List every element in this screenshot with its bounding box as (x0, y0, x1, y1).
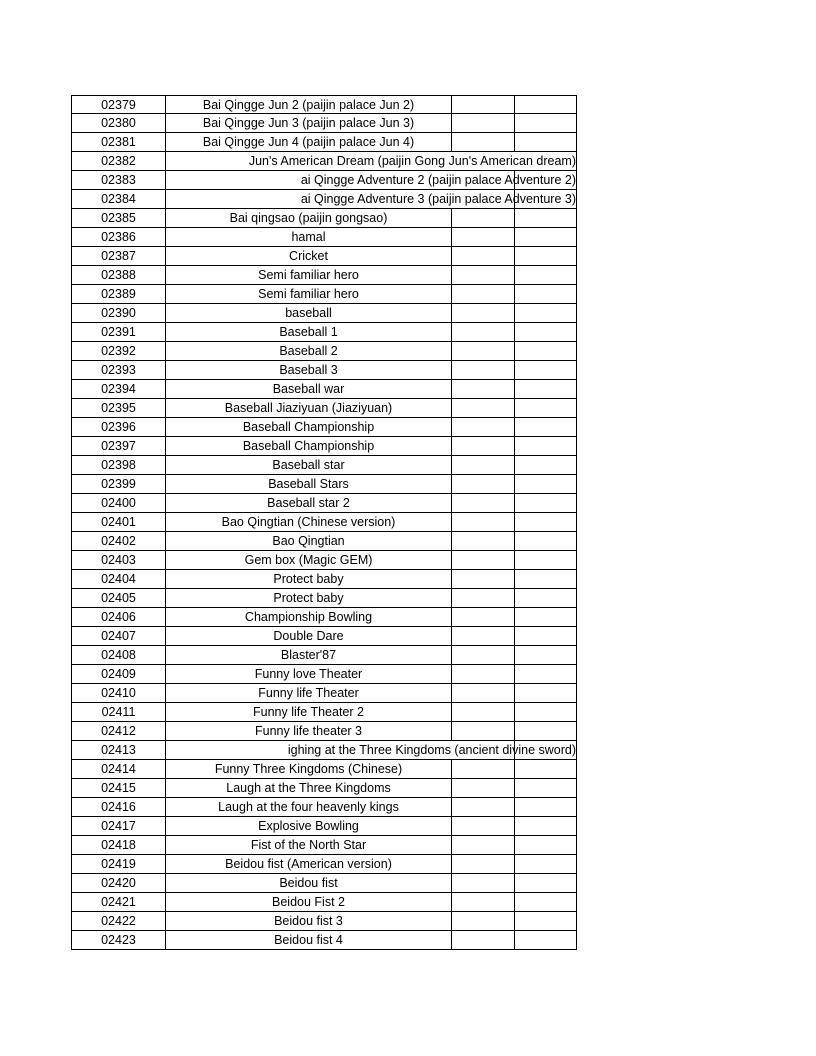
table-row (71, 931, 577, 950)
row-name-cell[interactable] (166, 684, 451, 702)
empty-cell[interactable] (514, 247, 577, 265)
row-name-cell[interactable] (166, 665, 451, 683)
row-id-cell[interactable]: 02421 (72, 893, 166, 911)
table-row (71, 304, 577, 323)
row-id-cell[interactable]: 02423 (72, 931, 166, 949)
table-row (71, 608, 577, 627)
table-row (71, 798, 577, 817)
row-name-text: Laugh at the four heavenly kings (218, 800, 399, 814)
empty-cell[interactable] (451, 684, 514, 702)
empty-cell[interactable] (451, 912, 514, 930)
row-id-cell[interactable]: 02395 (72, 399, 166, 417)
row-name-text: Double Dare (273, 629, 344, 643)
table-row (71, 855, 577, 874)
empty-cell[interactable] (514, 608, 577, 626)
table-row (71, 494, 577, 513)
row-name-text: Funny life Theater (258, 686, 359, 700)
row-name-text: ai Qingge Adventure 2 (paijin palace Adventure 2) (300, 173, 576, 187)
row-id-cell[interactable]: 02412 (72, 722, 166, 740)
empty-cell[interactable] (514, 285, 577, 303)
row-name-text: Baseball Championship (242, 420, 375, 434)
empty-cell[interactable] (514, 912, 577, 930)
row-name-cell[interactable] (166, 133, 451, 151)
row-name-cell[interactable] (166, 855, 451, 873)
empty-cell[interactable] (451, 589, 514, 607)
table-row (71, 760, 577, 779)
row-name-text: Baseball Championship (242, 439, 375, 453)
row-id-cell[interactable]: 02385 (72, 209, 166, 227)
table-row (71, 228, 577, 247)
row-name-text: ai Qingge Adventure 3 (paijin palace Adventure 3) (300, 192, 576, 206)
empty-cell[interactable] (451, 114, 514, 132)
row-name-cell[interactable] (166, 627, 451, 645)
row-id-cell[interactable]: 02380 (72, 114, 166, 132)
empty-cell[interactable] (514, 627, 577, 645)
empty-cell[interactable] (514, 817, 577, 835)
empty-cell[interactable] (514, 532, 577, 550)
row-id-cell[interactable]: 02405 (72, 589, 166, 607)
table-row (71, 532, 577, 551)
empty-cell[interactable] (514, 589, 577, 607)
row-name-text: Gem box (Magic GEM) (244, 553, 373, 567)
table-row (71, 570, 577, 589)
row-id-cell[interactable]: 02417 (72, 817, 166, 835)
empty-cell[interactable] (451, 874, 514, 892)
row-name-cell[interactable] (166, 228, 451, 246)
row-id-cell[interactable]: 02399 (72, 475, 166, 493)
empty-cell[interactable] (514, 342, 577, 360)
empty-cell[interactable] (514, 323, 577, 341)
row-name-text: Baseball 3 (279, 363, 338, 377)
row-id-cell[interactable]: 02381 (72, 133, 166, 151)
row-name-cell[interactable] (166, 342, 451, 360)
empty-cell[interactable] (514, 228, 577, 246)
row-name-text: Beidou fist 4 (274, 933, 343, 947)
row-name-cell[interactable] (166, 475, 451, 493)
row-id-cell[interactable]: 02422 (72, 912, 166, 930)
empty-cell[interactable] (514, 684, 577, 702)
row-name-cell[interactable] (166, 893, 451, 911)
table-row (71, 342, 577, 361)
empty-cell[interactable] (514, 665, 577, 683)
empty-cell[interactable] (451, 247, 514, 265)
row-name-text: Beidou fist (279, 876, 338, 890)
empty-cell[interactable] (451, 323, 514, 341)
row-name-text: Funny life Theater 2 (253, 705, 364, 719)
empty-cell[interactable] (451, 456, 514, 474)
row-name-text: Bao Qingtian (272, 534, 345, 548)
empty-cell[interactable] (451, 437, 514, 455)
empty-cell[interactable] (451, 513, 514, 531)
empty-cell[interactable] (451, 722, 514, 740)
row-name-cell[interactable] (166, 912, 451, 930)
row-name-text: Cricket (289, 249, 328, 263)
empty-cell[interactable] (514, 551, 577, 569)
table-row (71, 418, 577, 437)
row-name-text: Explosive Bowling (258, 819, 359, 833)
row-name-text: Baseball war (272, 382, 345, 396)
table-row (71, 323, 577, 342)
empty-cell[interactable] (514, 418, 577, 436)
row-name-cell[interactable] (166, 323, 451, 341)
row-name-text: Championship Bowling (244, 610, 373, 624)
row-name-cell[interactable] (166, 285, 451, 303)
row-id-cell[interactable]: 02410 (72, 684, 166, 702)
row-name-cell[interactable] (166, 779, 451, 797)
row-name-cell[interactable] (166, 152, 576, 170)
empty-cell[interactable] (514, 646, 577, 664)
row-name-text: Baseball 2 (279, 344, 338, 358)
spreadsheet-table (71, 95, 577, 950)
table-row (71, 456, 577, 475)
row-name-cell[interactable] (166, 760, 451, 778)
empty-cell[interactable] (514, 380, 577, 398)
row-name-text: Bai Qingge Jun 4 (paijin palace Jun 4) (202, 135, 415, 149)
table-row (71, 475, 577, 494)
row-id-cell[interactable]: 02402 (72, 532, 166, 550)
empty-cell[interactable] (451, 285, 514, 303)
row-name-cell[interactable] (166, 570, 451, 588)
row-id-cell[interactable]: 02382 (72, 152, 166, 170)
empty-cell[interactable] (514, 456, 577, 474)
empty-cell[interactable] (514, 304, 577, 322)
empty-cell[interactable] (514, 266, 577, 284)
empty-cell[interactable] (451, 418, 514, 436)
row-id-cell[interactable]: 02394 (72, 380, 166, 398)
row-name-text: hamal (291, 230, 326, 244)
empty-cell[interactable] (514, 494, 577, 512)
row-name-cell[interactable] (166, 399, 451, 417)
row-id-cell[interactable]: 02411 (72, 703, 166, 721)
empty-cell[interactable] (451, 551, 514, 569)
row-name-cell[interactable] (166, 437, 451, 455)
table-row (71, 171, 577, 190)
row-name-text: Funny love Theater (254, 667, 363, 681)
empty-cell[interactable] (514, 798, 577, 816)
table-row (71, 779, 577, 798)
table-row (71, 266, 577, 285)
empty-cell[interactable] (514, 133, 577, 151)
row-id-cell[interactable]: 02403 (72, 551, 166, 569)
empty-cell[interactable] (451, 532, 514, 550)
row-id-cell[interactable]: 02413 (72, 741, 166, 759)
table-row (71, 133, 577, 152)
row-name-cell[interactable] (166, 418, 451, 436)
row-id-cell[interactable]: 02416 (72, 798, 166, 816)
table-row (71, 646, 577, 665)
table-row (71, 665, 577, 684)
row-name-cell[interactable] (166, 96, 451, 114)
row-name-text: Funny Three Kingdoms (Chinese) (214, 762, 403, 776)
empty-cell[interactable] (514, 361, 577, 379)
row-name-text: Semi familiar hero (258, 268, 359, 282)
table-row (71, 551, 577, 570)
row-name-text: Bai qingsao (paijin gongsao) (229, 211, 388, 225)
empty-cell[interactable] (514, 760, 577, 778)
row-name-cell[interactable] (166, 266, 451, 284)
row-name-text: Fist of the North Star (250, 838, 367, 852)
empty-cell[interactable] (451, 475, 514, 493)
empty-cell[interactable] (514, 855, 577, 873)
empty-cell[interactable] (451, 931, 514, 949)
row-name-text: Baseball star (272, 458, 345, 472)
row-name-text: Bao Qingtian (Chinese version) (221, 515, 396, 529)
row-id-cell[interactable]: 02400 (72, 494, 166, 512)
row-name-text: Baseball Stars (268, 477, 349, 491)
row-name-text: Jun's American Dream (paijin Gong Jun's American dream) (248, 154, 576, 168)
empty-cell[interactable] (451, 228, 514, 246)
row-name-cell[interactable] (166, 304, 451, 322)
row-name-cell[interactable] (166, 494, 451, 512)
table-row (71, 399, 577, 418)
row-id-cell[interactable]: 02401 (72, 513, 166, 531)
table-row (71, 437, 577, 456)
row-name-cell[interactable] (166, 551, 451, 569)
empty-cell[interactable] (451, 608, 514, 626)
row-name-text: Baseball star 2 (267, 496, 350, 510)
row-name-text: Beidou fist (American version) (225, 857, 392, 871)
empty-cell[interactable] (514, 893, 577, 911)
row-name-text: Baseball 1 (279, 325, 338, 339)
empty-cell[interactable] (451, 836, 514, 854)
row-id-cell[interactable]: 02404 (72, 570, 166, 588)
row-name-cell[interactable] (166, 456, 451, 474)
empty-cell[interactable] (451, 779, 514, 797)
row-name-cell[interactable] (166, 380, 451, 398)
empty-cell[interactable] (451, 96, 514, 114)
row-id-cell[interactable]: 02396 (72, 418, 166, 436)
row-id-cell[interactable]: 02390 (72, 304, 166, 322)
row-name-cell[interactable] (166, 361, 451, 379)
row-name-cell[interactable] (166, 589, 451, 607)
empty-cell[interactable] (514, 570, 577, 588)
row-name-text: Bai Qingge Jun 2 (paijin palace Jun 2) (202, 98, 415, 112)
row-name-cell[interactable] (166, 247, 451, 265)
table-row (71, 285, 577, 304)
row-id-cell[interactable]: 02409 (72, 665, 166, 683)
empty-cell[interactable] (451, 494, 514, 512)
empty-cell[interactable] (514, 513, 577, 531)
row-id-cell[interactable]: 02389 (72, 285, 166, 303)
row-name-text: Baseball Jiaziyuan (Jiaziyuan) (224, 401, 393, 415)
table-row (71, 513, 577, 532)
row-name-text: baseball (285, 306, 332, 320)
row-id-cell[interactable]: 02383 (72, 171, 166, 189)
table-row (71, 95, 577, 114)
table-row (71, 247, 577, 266)
table-row (71, 627, 577, 646)
row-id-cell[interactable]: 02387 (72, 247, 166, 265)
row-id-cell[interactable]: 02406 (72, 608, 166, 626)
empty-cell[interactable] (451, 646, 514, 664)
table-row (71, 380, 577, 399)
empty-cell[interactable] (514, 171, 577, 189)
row-name-text: Funny life theater 3 (254, 724, 362, 738)
row-id-cell[interactable]: 02397 (72, 437, 166, 455)
row-id-cell[interactable]: 02407 (72, 627, 166, 645)
table-row (71, 361, 577, 380)
row-id-cell[interactable]: 02414 (72, 760, 166, 778)
row-id-cell[interactable]: 02388 (72, 266, 166, 284)
row-id-cell[interactable]: 02379 (72, 96, 166, 114)
row-name-cell[interactable] (166, 722, 451, 740)
empty-cell[interactable] (451, 304, 514, 322)
empty-cell[interactable] (451, 342, 514, 360)
row-name-cell[interactable] (166, 836, 451, 854)
row-name-cell[interactable] (166, 798, 451, 816)
empty-cell[interactable] (451, 133, 514, 151)
row-name-text: Semi familiar hero (258, 287, 359, 301)
empty-cell[interactable] (451, 361, 514, 379)
table-row (71, 741, 577, 760)
row-id-cell[interactable]: 02398 (72, 456, 166, 474)
row-name-cell[interactable] (166, 817, 451, 835)
row-name-text: Protect baby (273, 591, 344, 605)
row-name-cell[interactable] (166, 646, 451, 664)
table-row (71, 722, 577, 741)
empty-cell[interactable] (514, 475, 577, 493)
row-id-cell[interactable]: 02393 (72, 361, 166, 379)
empty-cell[interactable] (451, 798, 514, 816)
empty-cell[interactable] (451, 703, 514, 721)
empty-cell[interactable] (514, 779, 577, 797)
table-row (71, 684, 577, 703)
table-row (71, 190, 577, 209)
empty-cell[interactable] (451, 817, 514, 835)
row-id-cell[interactable]: 02408 (72, 646, 166, 664)
row-id-cell[interactable]: 02415 (72, 779, 166, 797)
row-name-cell[interactable] (166, 114, 451, 132)
empty-cell[interactable] (514, 437, 577, 455)
row-name-text: ighing at the Three Kingdoms (ancient divine sword) (287, 743, 576, 757)
empty-cell[interactable] (514, 874, 577, 892)
row-id-cell[interactable]: 02386 (72, 228, 166, 246)
empty-cell[interactable] (514, 114, 577, 132)
row-id-cell[interactable]: 02419 (72, 855, 166, 873)
row-id-cell[interactable]: 02420 (72, 874, 166, 892)
empty-cell[interactable] (514, 931, 577, 949)
row-name-text: Bai Qingge Jun 3 (paijin palace Jun 3) (202, 116, 415, 130)
row-name-text: Beidou fist 3 (274, 914, 343, 928)
empty-cell[interactable] (514, 722, 577, 740)
empty-cell[interactable] (514, 190, 577, 208)
row-id-cell[interactable]: 02418 (72, 836, 166, 854)
table-row (71, 703, 577, 722)
empty-cell[interactable] (514, 741, 577, 759)
table-row (71, 209, 577, 228)
table-row (71, 589, 577, 608)
table-row (71, 874, 577, 893)
empty-cell[interactable] (451, 893, 514, 911)
row-id-cell[interactable]: 02392 (72, 342, 166, 360)
empty-cell[interactable] (514, 209, 577, 227)
row-name-cell[interactable] (166, 608, 451, 626)
empty-cell[interactable] (451, 627, 514, 645)
row-name-cell[interactable] (166, 874, 451, 892)
empty-cell[interactable] (451, 665, 514, 683)
empty-cell[interactable] (451, 760, 514, 778)
row-name-cell[interactable] (166, 931, 451, 949)
table-row (71, 817, 577, 836)
row-name-cell[interactable] (166, 209, 451, 227)
table-row (71, 912, 577, 931)
table-row (71, 836, 577, 855)
table-row (71, 893, 577, 912)
empty-cell[interactable] (451, 855, 514, 873)
empty-cell[interactable] (514, 703, 577, 721)
table-row (71, 152, 577, 171)
empty-cell[interactable] (451, 266, 514, 284)
row-name-text: Laugh at the Three Kingdoms (226, 781, 391, 795)
empty-cell[interactable] (514, 836, 577, 854)
row-name-cell[interactable] (166, 703, 451, 721)
row-name-cell[interactable] (166, 532, 451, 550)
row-id-cell[interactable]: 02384 (72, 190, 166, 208)
table-row (71, 114, 577, 133)
empty-cell[interactable] (514, 399, 577, 417)
empty-cell[interactable] (451, 570, 514, 588)
row-name-cell[interactable] (166, 513, 451, 531)
row-name-text: Beidou Fist 2 (272, 895, 345, 909)
empty-cell[interactable] (451, 209, 514, 227)
row-id-cell[interactable]: 02391 (72, 323, 166, 341)
empty-cell[interactable] (514, 96, 577, 114)
row-name-text: Blaster'87 (280, 648, 337, 662)
empty-cell[interactable] (451, 380, 514, 398)
empty-cell[interactable] (451, 399, 514, 417)
row-name-text: Protect baby (273, 572, 344, 586)
